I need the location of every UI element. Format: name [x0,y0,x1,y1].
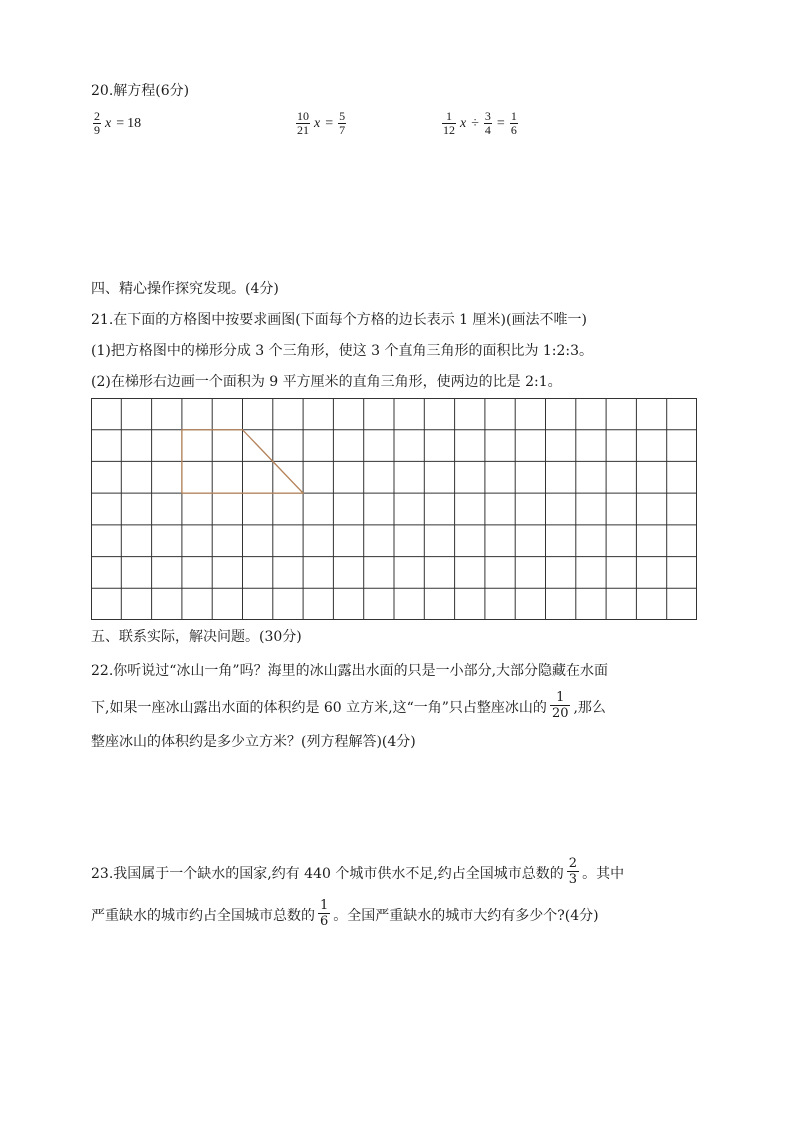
eq3-mid-numerator: 3 [484,109,491,123]
q23-fraction-2-denominator: 6 [320,914,329,929]
q23-fraction-1-numerator: 2 [568,856,578,871]
eq2-variable: x [314,115,321,131]
eq3-divide: ÷ [471,115,479,131]
q23-fraction-1 [567,856,579,887]
q23-line2-text: 严重缺水的城市约占全国城市总数的 [91,907,315,924]
eq2-denominator: 21 [297,123,309,137]
q23-fraction-1-denominator: 3 [568,872,578,887]
q22-fraction-denominator: 20 [551,706,569,721]
eq2-fraction [296,110,310,137]
eq3-numerator: 1 [446,109,452,123]
equation-3 [440,110,520,137]
eq3-rhs-fraction [510,110,518,137]
eq3-denominator: 12 [443,123,455,137]
q22-fraction [550,690,571,721]
q23-line2 [91,900,599,931]
q22-line2-tail: ,那么 [573,699,606,716]
eq2-numerator: 10 [297,109,309,123]
grid-paper[interactable] [91,398,697,620]
eq1-denominator: 9 [94,123,100,137]
eq3-variable: x [460,115,467,131]
q21-part2: (2)在梯形右边画一个面积为 9 平方厘米的直角三角形，使两边的比是 2:1。 [91,374,562,390]
q23-line2-tail: 。全国严重缺水的城市大约有多少个?(4分) [333,907,599,924]
q22-line1: 22.你听说过“冰山一角”吗？海里的冰山露出水面的只是一小部分,大部分隐藏在水面 [91,663,609,679]
eq2-rhs-numerator: 5 [339,109,346,123]
grid-svg [91,398,697,620]
q23-fraction-2-numerator: 1 [320,898,329,913]
eq1-rhs: 18 [127,115,142,131]
q22-line2 [91,692,606,723]
eq3-mid-denominator: 4 [484,123,491,137]
eq3-rhs-denominator: 6 [510,123,517,137]
q21-text: 21.在下面的方格图中按要求画图(下面每个方格的边长表示 1 厘米)(画法不唯一) [91,312,587,328]
q20-title: 20.解方程(6分) [91,83,190,99]
q23-line1-text: 23.我国属于一个缺水的国家,约有 440 个城市供水不足,约占全国城市总数的 [91,865,564,882]
q23-line1-tail: 。其中 [582,865,625,882]
equation-2 [294,110,348,137]
section4-title: 四、精心操作探究发现。(4分) [91,281,279,297]
q22-fraction-numerator: 1 [556,690,565,705]
eq1-fraction [93,110,101,137]
q22-line3: 整座冰山的体积约是多少立方米？(列方程解答)(4分) [91,734,416,750]
eq2-equals: = [325,115,334,131]
eq2-rhs-denominator: 7 [339,123,346,137]
eq2-rhs-fraction [338,110,346,137]
eq3-equals: = [496,115,505,131]
eq3-rhs-numerator: 1 [510,109,517,123]
eq3-fraction [442,110,456,137]
q23-line1 [91,858,624,889]
equation-1 [91,110,141,137]
eq1-equals: = [116,115,125,131]
eq1-variable: x [105,115,112,131]
q23-fraction-2 [318,898,330,929]
eq1-numerator: 2 [94,109,100,123]
eq3-mid-fraction [484,110,492,137]
q21-part1: (1)把方格图中的梯形分成 3 个三角形，使这 3 个直角三角形的面积比为 1:2:3。 [91,343,594,359]
section5-title: 五、联系实际，解决问题。(30分) [91,629,302,645]
q22-line2-text: 下,如果一座冰山露出水面的体积约是 60 立方米,这“一角”只占整座冰山的 [91,699,547,716]
